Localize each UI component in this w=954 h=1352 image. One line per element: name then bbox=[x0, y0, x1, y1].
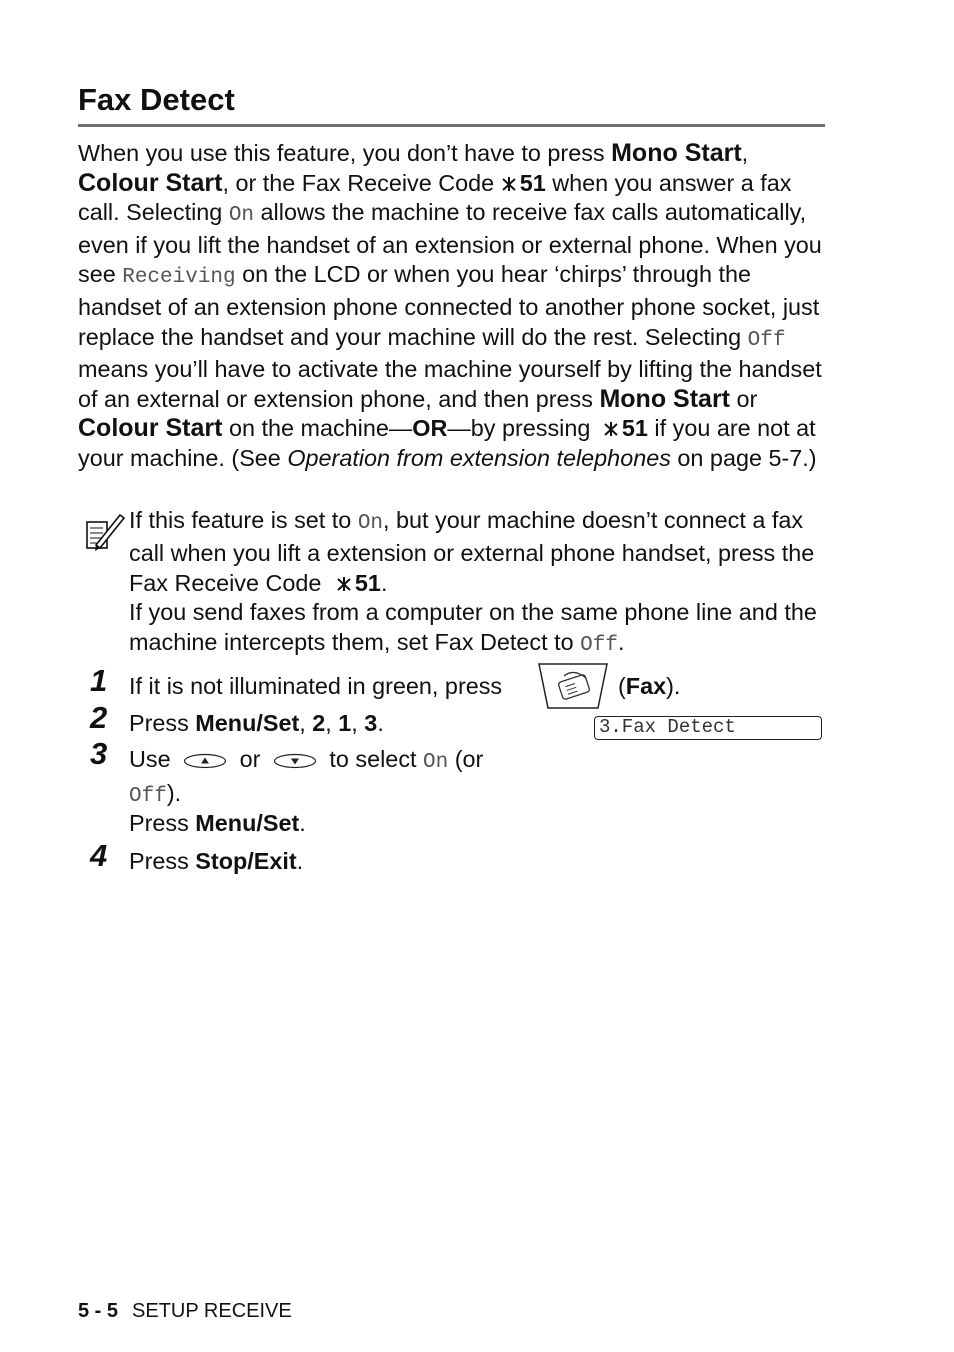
step-number: 3 bbox=[90, 736, 108, 771]
cross-reference: Operation from extension telephones bbox=[287, 444, 671, 471]
section-name: SETUP RECEIVE bbox=[132, 1300, 292, 1322]
lcd-display: 3.Fax Detect bbox=[594, 716, 822, 740]
step-number: 1 bbox=[90, 663, 108, 698]
star-icon bbox=[336, 576, 352, 592]
mono-start-key: Mono Start bbox=[599, 384, 730, 413]
step-1-text: If it is not illuminated in green, press bbox=[129, 673, 503, 699]
step-2-text: Press Menu/Set, 2, 1, 3. bbox=[129, 710, 384, 736]
mono-start-key: Mono Start bbox=[611, 139, 742, 167]
note-pencil-icon bbox=[84, 512, 126, 552]
step-number: 2 bbox=[90, 700, 108, 735]
page-number: 5 - 5 bbox=[78, 1300, 119, 1322]
page-title: Fax Detect bbox=[78, 82, 235, 117]
step-number: 4 bbox=[90, 838, 108, 873]
note-paragraph-1: If this feature is set to On, but your machine doesn’t connect a fax call when you lift a extension or external phone handset, press the Fax Receive Code 51. bbox=[129, 507, 815, 596]
star-icon bbox=[603, 421, 619, 437]
step-3-text: Use or to select On (or Off). bbox=[129, 746, 484, 808]
colour-start-key: Colour Start bbox=[78, 168, 223, 197]
star-icon bbox=[501, 176, 517, 192]
page-footer bbox=[78, 1300, 292, 1323]
step-4-text: Press Stop/Exit. bbox=[129, 848, 304, 874]
step-3b-text: Press Menu/Set. bbox=[129, 810, 306, 836]
colour-start-key: Colour Start bbox=[78, 414, 223, 443]
intro-paragraph: When you use this feature, you don’t have to press Mono Start, Colour Start, or the Fax Receive Code 51 when you answer a fax call. Selecting On allows the machine to receive fax calls automatically, even if you lift the handset of an extension or external phone. When you see Receiving on the LCD or when you hear ‘chirps’ through the handset of an extension phone connected to another phone socket, just replace the handset and your machine will do the rest. Selecting Off means you’ll have to activate the machine yourself by lifting the handset of an external or extension phone, and then press Mono Start or Colour Start on the machine—OR—by pressing 51 if you are not at your machine. (See Operation from extension telephones on page 5-7.) bbox=[78, 139, 822, 471]
fax-key-icon bbox=[536, 662, 610, 710]
note-block bbox=[129, 506, 829, 661]
step-1-key: (Fax). bbox=[618, 673, 681, 699]
note-paragraph-2: If you send faxes from a computer on the same phone line and the machine intercepts them, set Fax Detect to Off. bbox=[129, 599, 817, 658]
down-arrow-key-icon bbox=[273, 753, 317, 769]
title-rule bbox=[78, 124, 825, 127]
up-arrow-key-icon bbox=[183, 753, 227, 769]
